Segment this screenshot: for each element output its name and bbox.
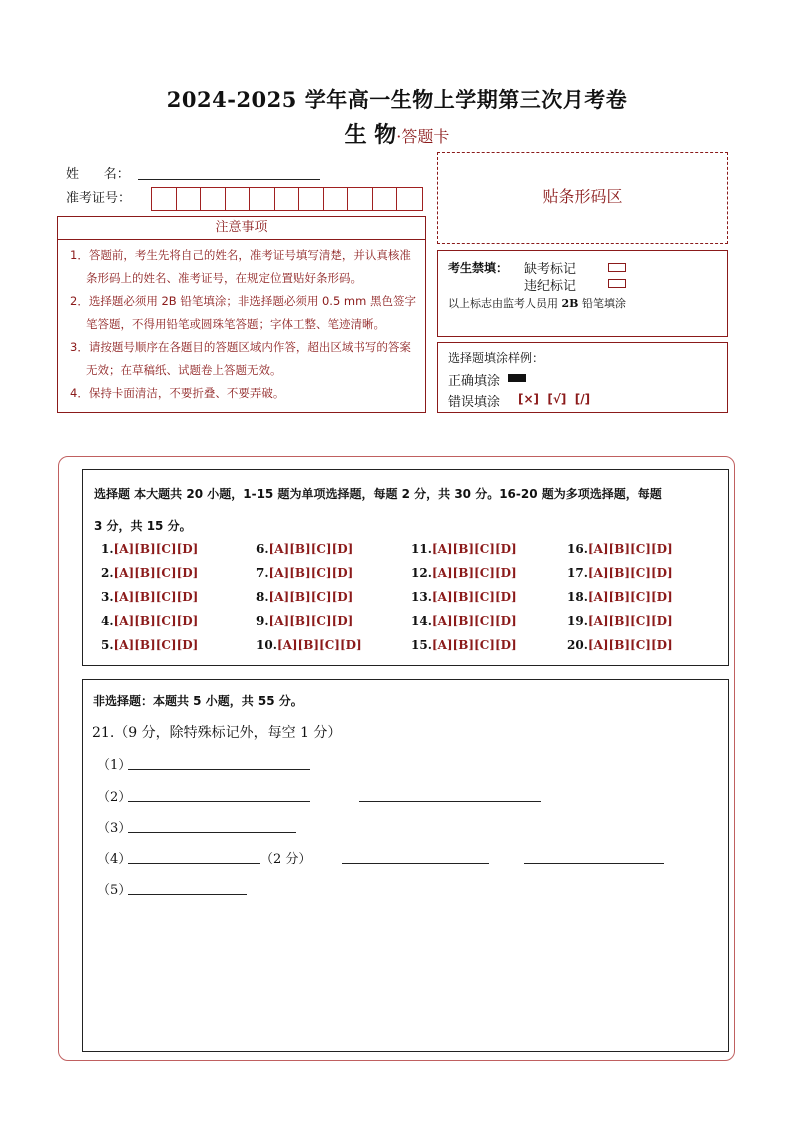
question-number: 17. xyxy=(567,566,588,580)
answer-options[interactable]: [A][B][C][D] xyxy=(268,566,354,580)
question-number: 15. xyxy=(411,638,432,652)
forbid-note xyxy=(448,295,626,311)
non-choice-section xyxy=(82,679,729,1052)
answer-options[interactable]: [A][B][C][D] xyxy=(113,542,199,556)
id-digit-box[interactable] xyxy=(373,188,398,210)
question-number: 19. xyxy=(567,614,588,628)
mc-item[interactable] xyxy=(567,542,673,556)
answer-options[interactable]: [A][B][C][D] xyxy=(268,590,354,604)
question-number: 18. xyxy=(567,590,588,604)
two-points-note: （2 分） xyxy=(260,852,312,867)
question-number: 1. xyxy=(101,542,114,556)
question-21-title: 21.（9 分，除特殊标记外，每空 1 分） xyxy=(92,725,342,741)
question-number: 20. xyxy=(567,638,588,652)
id-digit-box[interactable] xyxy=(397,188,422,210)
answer-options[interactable]: [A][B][C][D] xyxy=(587,566,673,580)
mc-item[interactable] xyxy=(101,638,198,652)
forbid-label: 考生禁填： xyxy=(448,261,509,275)
blank-label-5: （5） xyxy=(97,883,132,898)
question-number: 3. xyxy=(101,590,114,604)
blank-label-2: （2） xyxy=(97,790,132,805)
answer-blank[interactable] xyxy=(342,863,489,864)
answer-options[interactable]: [A][B][C][D] xyxy=(431,614,517,628)
answer-options[interactable]: [A][B][C][D] xyxy=(113,566,199,580)
mc-item[interactable] xyxy=(101,566,198,580)
exam-id-label: 准考证号： xyxy=(66,191,132,206)
id-digit-box[interactable] xyxy=(201,188,226,210)
mc-item[interactable] xyxy=(567,566,673,580)
notice-item: 3．请按题号顺序在各题目的答题区域内作答，超出区域书写的答案无效；在草稿纸、试题卷上答题无效。 xyxy=(70,340,411,377)
barcode-area[interactable]: 贴条形码区 xyxy=(437,152,728,244)
blank-label-4: （4） xyxy=(97,852,132,867)
exam-id-boxes[interactable] xyxy=(151,187,423,211)
mc-item[interactable] xyxy=(101,590,198,604)
mc-item[interactable] xyxy=(411,638,517,652)
mc-header xyxy=(94,478,719,542)
question-number: 4. xyxy=(101,614,114,628)
question-number: 10. xyxy=(256,638,277,652)
wrong-fill-label: 错误填涂 xyxy=(448,395,501,410)
mc-item[interactable] xyxy=(567,638,673,652)
notice-item: 4．保持卡面清洁，不要折叠、不要弄破。 xyxy=(70,386,285,400)
subject-title xyxy=(0,118,794,149)
question-number: 2. xyxy=(101,566,114,580)
answer-options[interactable]: [A][B][C][D] xyxy=(587,638,673,652)
forbid-note-bold: 2B xyxy=(561,297,579,310)
name-field[interactable] xyxy=(138,179,320,180)
answer-options[interactable]: [A][B][C][D] xyxy=(268,542,354,556)
blank-label-3: （3） xyxy=(97,821,132,836)
notice-item: 2．选择题必须用 2B 铅笔填涂；非选择题必须用 0.5 mm 黑色签字笔答题，不得用铅笔或圆珠笔答题；字体工整、笔迹清晰。 xyxy=(70,294,416,331)
answer-options[interactable]: [A][B][C][D] xyxy=(431,566,517,580)
mc-item[interactable] xyxy=(567,590,673,604)
notice-item: 1．答题前，考生先将自己的姓名，准考证号填写清楚，并认真核准条形码上的姓名、准考证号，在规定位置贴好条形码。 xyxy=(70,248,411,285)
mc-header-line1: 选择题 本大题共 20 小题，1-15 题为单项选择题，每题 2 分，共 30 分。16-20 题为多项选择题，每题 xyxy=(94,487,662,501)
absent-mark-box[interactable] xyxy=(608,263,626,272)
id-digit-box[interactable] xyxy=(348,188,373,210)
mc-item[interactable] xyxy=(256,638,362,652)
answer-blank[interactable] xyxy=(359,801,541,802)
answer-options[interactable]: [A][B][C][D] xyxy=(113,614,199,628)
non-choice-header: 非选择题：本题共 5 小题，共 55 分。 xyxy=(93,694,303,708)
mc-item[interactable] xyxy=(256,542,353,556)
question-number: 13. xyxy=(411,590,432,604)
answer-blank[interactable] xyxy=(128,894,247,895)
exam-title: 2024-2025 学年高一生物上学期第三次月考卷 xyxy=(166,87,628,112)
mc-header-line2: 3 分，共 15 分。 xyxy=(94,519,192,533)
answer-options[interactable]: [A][B][C][D] xyxy=(276,638,362,652)
id-digit-box[interactable] xyxy=(324,188,349,210)
mc-item[interactable] xyxy=(101,614,198,628)
answer-blank[interactable] xyxy=(128,769,310,770)
mc-item[interactable] xyxy=(411,542,517,556)
answer-options[interactable]: [A][B][C][D] xyxy=(587,590,673,604)
mc-item[interactable] xyxy=(411,590,517,604)
answer-card-label: ·答题卡 xyxy=(396,127,450,146)
answer-options[interactable]: [A][B][C][D] xyxy=(431,542,517,556)
answer-blank[interactable] xyxy=(128,801,310,802)
mc-item[interactable] xyxy=(256,566,353,580)
subject-name: 生 物 xyxy=(344,122,397,148)
mc-item[interactable] xyxy=(567,614,673,628)
multiple-choice-section xyxy=(82,469,729,666)
name-label: 姓 名： xyxy=(66,167,130,182)
answer-options[interactable]: [A][B][C][D] xyxy=(431,590,517,604)
question-number: 16. xyxy=(567,542,588,556)
id-digit-box[interactable] xyxy=(226,188,251,210)
violation-mark-box[interactable] xyxy=(608,279,626,288)
answer-blank[interactable] xyxy=(128,832,296,833)
question-number: 8. xyxy=(256,590,269,604)
id-digit-box[interactable] xyxy=(152,188,177,210)
notice-box xyxy=(57,216,426,413)
question-number: 12. xyxy=(411,566,432,580)
question-number: 9. xyxy=(256,614,269,628)
answer-options[interactable]: [A][B][C][D] xyxy=(113,638,199,652)
filled-mark-sample xyxy=(508,374,526,382)
id-digit-box[interactable] xyxy=(250,188,275,210)
question-number: 14. xyxy=(411,614,432,628)
mc-item[interactable] xyxy=(256,614,353,628)
id-digit-box[interactable] xyxy=(299,188,324,210)
id-digit-box[interactable] xyxy=(177,188,202,210)
forbid-note-suffix: 铅笔填涂 xyxy=(581,297,626,310)
question-number: 6. xyxy=(256,542,269,556)
question-number: 5. xyxy=(101,638,114,652)
wrong-fill-marks: [×] [√] [/] xyxy=(518,392,591,406)
violation-mark-label: 违纪标记 xyxy=(524,279,577,294)
answer-blank[interactable] xyxy=(128,863,260,864)
answer-blank[interactable] xyxy=(524,863,664,864)
sample-title: 选择题填涂样例： xyxy=(448,351,545,365)
mc-item[interactable] xyxy=(411,614,517,628)
mc-item[interactable] xyxy=(411,566,517,580)
blank-label-1: （1） xyxy=(97,758,132,773)
question-number: 11. xyxy=(411,542,432,556)
answer-options[interactable]: [A][B][C][D] xyxy=(587,614,673,628)
forbid-note-prefix: 以上标志由监考人员用 xyxy=(448,297,558,310)
answer-options[interactable]: [A][B][C][D] xyxy=(587,542,673,556)
notice-heading: 注意事项 xyxy=(58,217,425,240)
examiner-only-box xyxy=(437,250,728,337)
question-number: 7. xyxy=(256,566,269,580)
fill-sample-box xyxy=(437,342,728,413)
mc-item[interactable] xyxy=(101,542,198,556)
mc-item[interactable] xyxy=(256,590,353,604)
answer-options[interactable]: [A][B][C][D] xyxy=(268,614,354,628)
correct-fill-label: 正确填涂 xyxy=(448,374,501,389)
answer-options[interactable]: [A][B][C][D] xyxy=(113,590,199,604)
absent-mark-label: 缺考标记 xyxy=(524,262,577,277)
answer-options[interactable]: [A][B][C][D] xyxy=(431,638,517,652)
id-digit-box[interactable] xyxy=(275,188,300,210)
